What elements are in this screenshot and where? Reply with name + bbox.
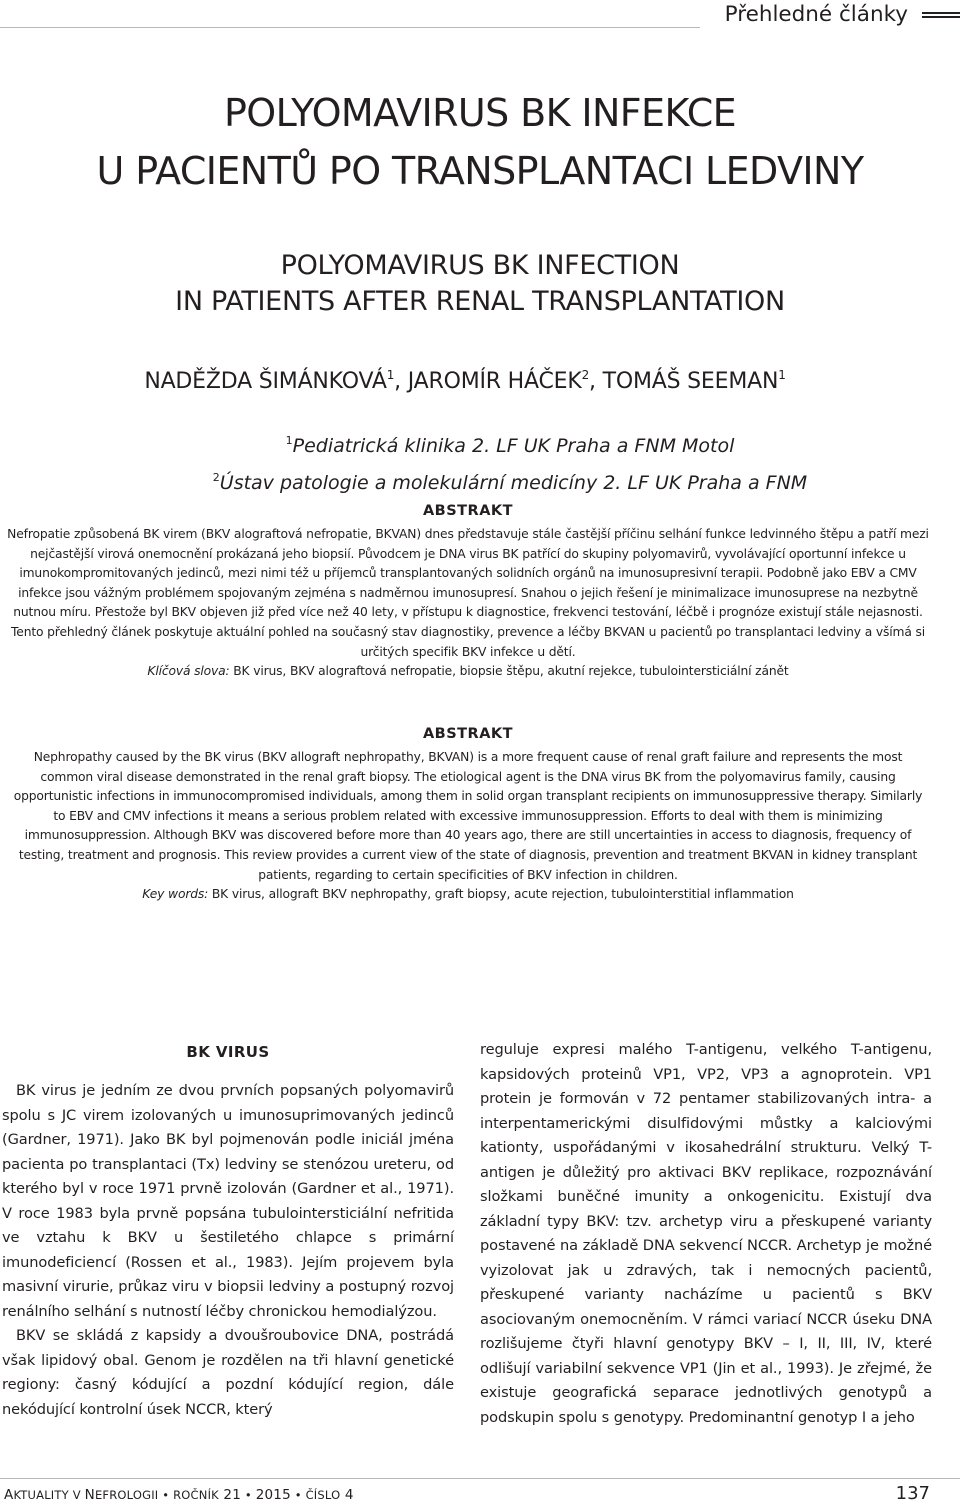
abstract-cz-keywords: BK virus, BKV alograftová nefropatie, biopsie štěpu, akutní rejekce, tubulointersticiální zánět [229,664,789,679]
author-3-affil: 1 [778,368,786,382]
body-paragraph-2: BKV se skládá z kapsidy a dvoušroubovice DNA, postrádá však lipidový obal. Genom je rozdělen na tři hlavní genetické regiony: časný kódující a pozdní kódující region, dále nekódující kontrolní úsek NCCR, který [2,1327,454,1418]
author-1: NADĚŽDA ŠIMÁNKOVÁ [144,369,387,394]
title-line-1: POLYOMAVIRUS BK INFEKCE [223,91,737,135]
affiliation-2-text: Ústav patologie a molekulární medicíny 2. LF UK Praha a FNM [219,472,808,494]
page-number: 137 [895,1483,930,1504]
body-column-left [2,1041,454,1422]
section-heading: BK VIRUS [186,1043,270,1061]
title-line-2: U PACIENTŮ PO TRANSPLANTACI LEDVINY [96,149,864,193]
footer-bullet: • [290,1488,306,1502]
author-2-affil: 2 [581,368,590,382]
author-separator: , [589,369,603,394]
abstract-cz-text: Nefropatie způsobená BK virem (BKV alograftová nefropatie, BKVAN) dnes představuje stále častější příčinu selhání funkce ledvinného štěpu a patří mezi nejčastější virová onemocnění prokázaná jeho biopsií. Původcem je DNA virus BK patřící do skupiny polyomavirů, vyvolávající oportunní infekce u imunokompromitovaných jedinců, mezi nimi též u příjemců transplantovaných solidních orgánů na imunosupresivní terapii. Podobně jako EBV a CMV infekce jsou vážným problémem spojovaným zejména s nadměrnou imunosupresí. Snahou o jejich řešení je minimalizace imunosuprese na nezbytně nutnou míru. Přestože byl BKV objeven již před více než 40 lety, v přístupu k diagnostice, frekvenci testování, léčbě i prognóze existují stále nejasnosti. Tento přehledný článek poskytuje aktuální pohled na současný stav diagnostiky, prevence a léčby BKVAN u pacientů po transplantaci ledviny a všímá si určitých specifik BKV infekce u dětí. [7,527,929,659]
year: 2015 [255,1487,291,1503]
abstract-cz-heading: ABSTRAKT [422,503,514,519]
abstract-en-text: Nephropathy caused by the BK virus (BKV allograft nephropathy, BKVAN) is a more frequent cause of renal graft failure and represents the most common viral disease demonstrated in the renal graft biopsy. The etiological agent is the DNA virus BK from the polyomavirus family, causing opportunistic infections in immunocompromised individuals, among them in solid organ transplant recipients on immunosuppressive therapy. Similarly to EBV and CMV infections it means a serious problem related with excessive immunosuppression. Efforts to deal with them is minimizing immunosuppression. Although BKV was discovered before more than 40 years ago, there are still uncertainties in access to diagnosis, frequency of testing, treatment and prognosis. This review provides a current view of the state of diagnosis, prevention and treatment BKVAN in kidney transplant patients, regarding to certain specificities of BKV infection in children. [13,750,923,882]
abstract-en [6,748,930,905]
body-paragraph-1: BK virus je jedním ze dvou prvních popsaných polyomavirů spolu s JC virem izolovaných u imunosuprimovaných jedinců (Gardner, 1971). Jako BK byl pojmenován podle iniciál jména pacienta po transplantaci (Tx) ledviny se stenózou ureteru, od kterého byl v roce 1971 prvně izolován (Gardner et al., 1971). V roce 1983 byla prvně popsána tubulointersticiální nefritida ve vztahu k BKV u šestiletého chlapce s primární imunodeficiencí (Rossen et al., 1983). Jejím projevem byla masivní virurie, průkaz viru v biopsii ledviny a postupný rozvoj renálního selhání s nutností léčby chronickou hemodialýzou. [2,1082,454,1320]
journal-name-part: EFROLOGII [94,1488,159,1502]
subtitle-line-1: POLYOMAVIRUS BK INFECTION [280,250,680,281]
volume-number: 21 [218,1487,241,1503]
affiliation-2-number: 2 [212,471,220,484]
issue-number: 4 [340,1487,354,1503]
affiliation-1 [0,425,960,462]
body-column-right [480,1038,932,1430]
article-title [0,84,960,200]
affiliations [0,425,960,499]
volume-label: ROČNÍK [173,1488,219,1502]
author-1-affil: 1 [386,368,395,382]
footer-rule [0,1478,960,1479]
journal-name-part: KTUALITY V [13,1488,85,1502]
journal-initial: N [84,1487,95,1503]
author-3: TOMÁŠ SEEMAN [602,369,779,394]
abstract-cz [6,525,930,682]
author-2: JAROMÍR HÁČEK [407,369,582,394]
affiliation-1-text: Pediatrická klinika 2. LF UK Praha a FNM Motol [292,435,735,457]
footer-bullet: • [241,1488,256,1502]
author-list [0,360,930,397]
abstract-en-keywords: BK virus, allograft BKV nephropathy, graft biopsy, acute rejection, tubulointerstitial inflammation [208,887,794,902]
author-separator: , [394,369,408,394]
journal-footer [4,1487,354,1503]
affiliation-2 [0,462,960,499]
abstract-en-keywords-label: Key words: [142,887,209,902]
affiliation-1-number: 1 [285,434,293,447]
corner-mark [922,12,960,18]
abstract-en-heading: ABSTRAKT [422,726,514,742]
body-paragraph-3: reguluje expresi malého T-antigenu, velkého T-antigenu, kapsidových proteinů VP1, VP2, VP3 a agnoprotein. VP1 protein je formován v 72 pentamer stabilizovaných intra- a interpentamerickými disulfidovými můstky a kalciovými kationty, uspořádanými v ikosahedrální strukturu. Velký T-antigen je důležitý pro aktivaci BKV replikace, rozpoznávání složkami buněčné imunity a onkogenicitu. Existují dva základní typy BKV: tzv. archetyp viru a přeskupené varianty postavené na základě DNA sekvencí NCCR. Archetyp je možné vyizolovat jak u zdravých, tak i nemocných pacientů, přeskupené varianty nacházíme u pacientů s BKV asociovaným onemocněním. V rámci variací NCCR úseku DNA rozlišujeme čtyři hlavní genotypy BKV – I, II, III, IV, které odlišují variabilní sekvence VP1 (Jin et al., 1993). Je zřejmé, že existuje geografická separace jednotlivých genotypů a podskupin spolu s genotypy. Predominantní genotyp I a jeho [480,1041,932,1426]
issue-label: ČÍSLO [305,1488,341,1502]
header-rule [0,27,700,28]
abstract-cz-keywords-label: Klíčová slova: [147,664,230,679]
section-label: Přehledné články [724,2,908,27]
footer-bullet: • [158,1488,174,1502]
journal-initial: A [4,1487,14,1503]
subtitle-line-2: IN PATIENTS AFTER RENAL TRANSPLANTATION [175,286,785,317]
article-subtitle [0,248,960,320]
